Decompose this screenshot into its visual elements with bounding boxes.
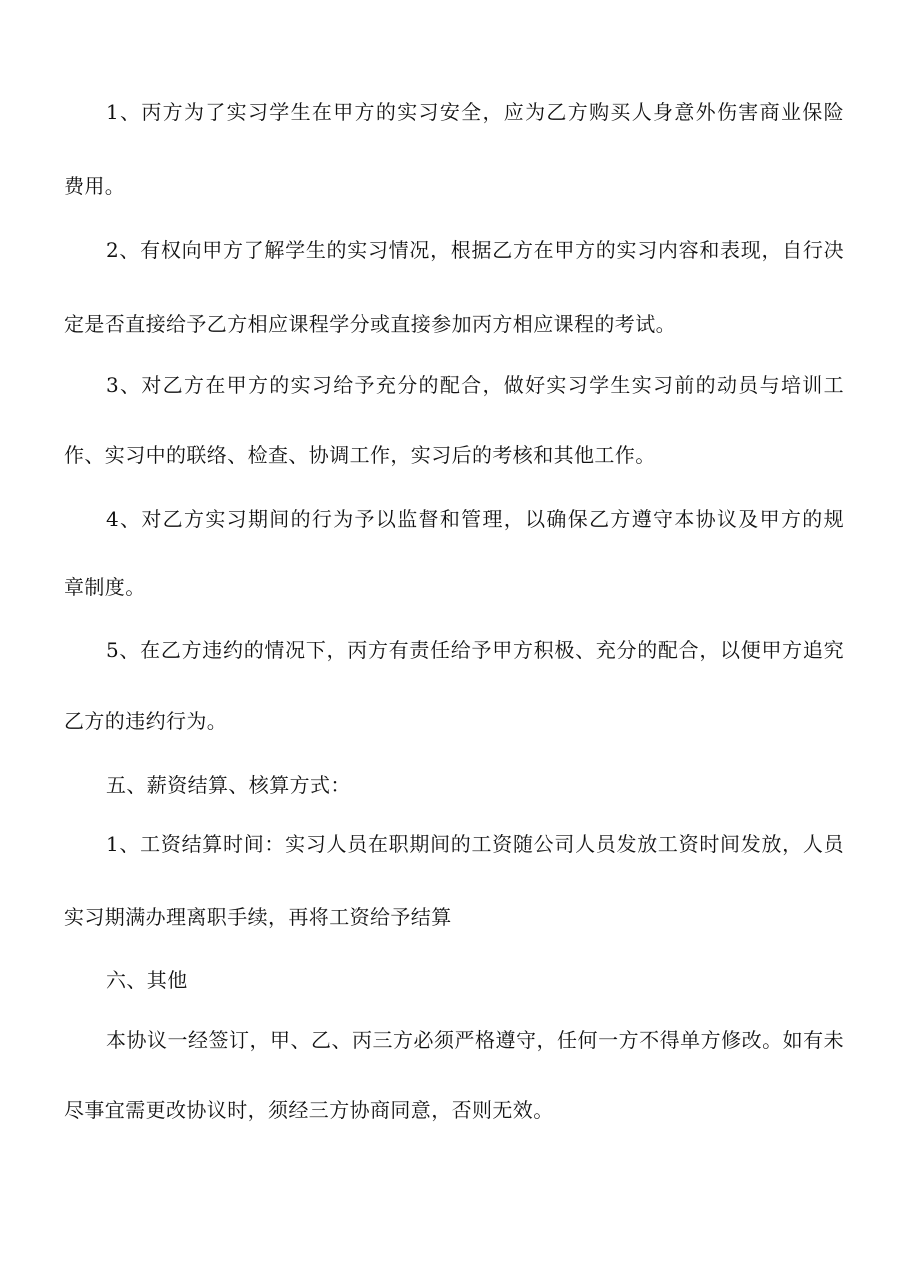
clause-3-3-line-1: 3、对乙方在甲方的实习给予充分的配合，做好实习学生实习前的动员与培训工: [106, 373, 844, 397]
clause-3-5-line-2: 乙方的违约行为。: [64, 709, 228, 733]
section-6-heading: 六、其他: [106, 968, 188, 992]
clause-3-4-line-1: 4、对乙方实习期间的行为予以监督和管理，以确保乙方遵守本协议及甲方的规: [106, 507, 844, 531]
clause-5-1-line-1: 1、工资结算时间：实习人员在职期间的工资随公司人员发放工资时间发放，人员: [106, 832, 844, 856]
clause-3-4-line-2: 章制度。: [64, 575, 146, 599]
section-5-heading: 五、薪资结算、核算方式：: [106, 773, 351, 797]
clause-3-5-line-1: 5、在乙方违约的情况下，丙方有责任给予甲方积极、充分的配合，以便甲方追究: [106, 638, 844, 662]
clause-3-3-line-2: 作、实习中的联络、检查、协调工作，实习后的考核和其他工作。: [64, 443, 656, 467]
clause-3-2-line-2: 定是否直接给予乙方相应课程学分或直接参加丙方相应课程的考试。: [64, 312, 676, 336]
section-6-body-line-1: 本协议一经签订，甲、乙、丙三方必须严格遵守，任何一方不得单方修改。如有未: [106, 1028, 844, 1052]
clause-5-1-line-2: 实习期满办理离职手续，再将工资给予结算: [64, 905, 452, 929]
clause-3-1-line-2: 费用。: [64, 174, 126, 198]
clause-3-1-line-1: 1、丙方为了实习学生在甲方的实习安全，应为乙方购买人身意外伤害商业保险: [106, 100, 844, 124]
section-6-body-line-2: 尽事宜需更改协议时，须经三方协商同意，否则无效。: [64, 1098, 554, 1122]
clause-3-2-line-1: 2、有权向甲方了解学生的实习情况，根据乙方在甲方的实习内容和表现，自行决: [106, 238, 844, 262]
